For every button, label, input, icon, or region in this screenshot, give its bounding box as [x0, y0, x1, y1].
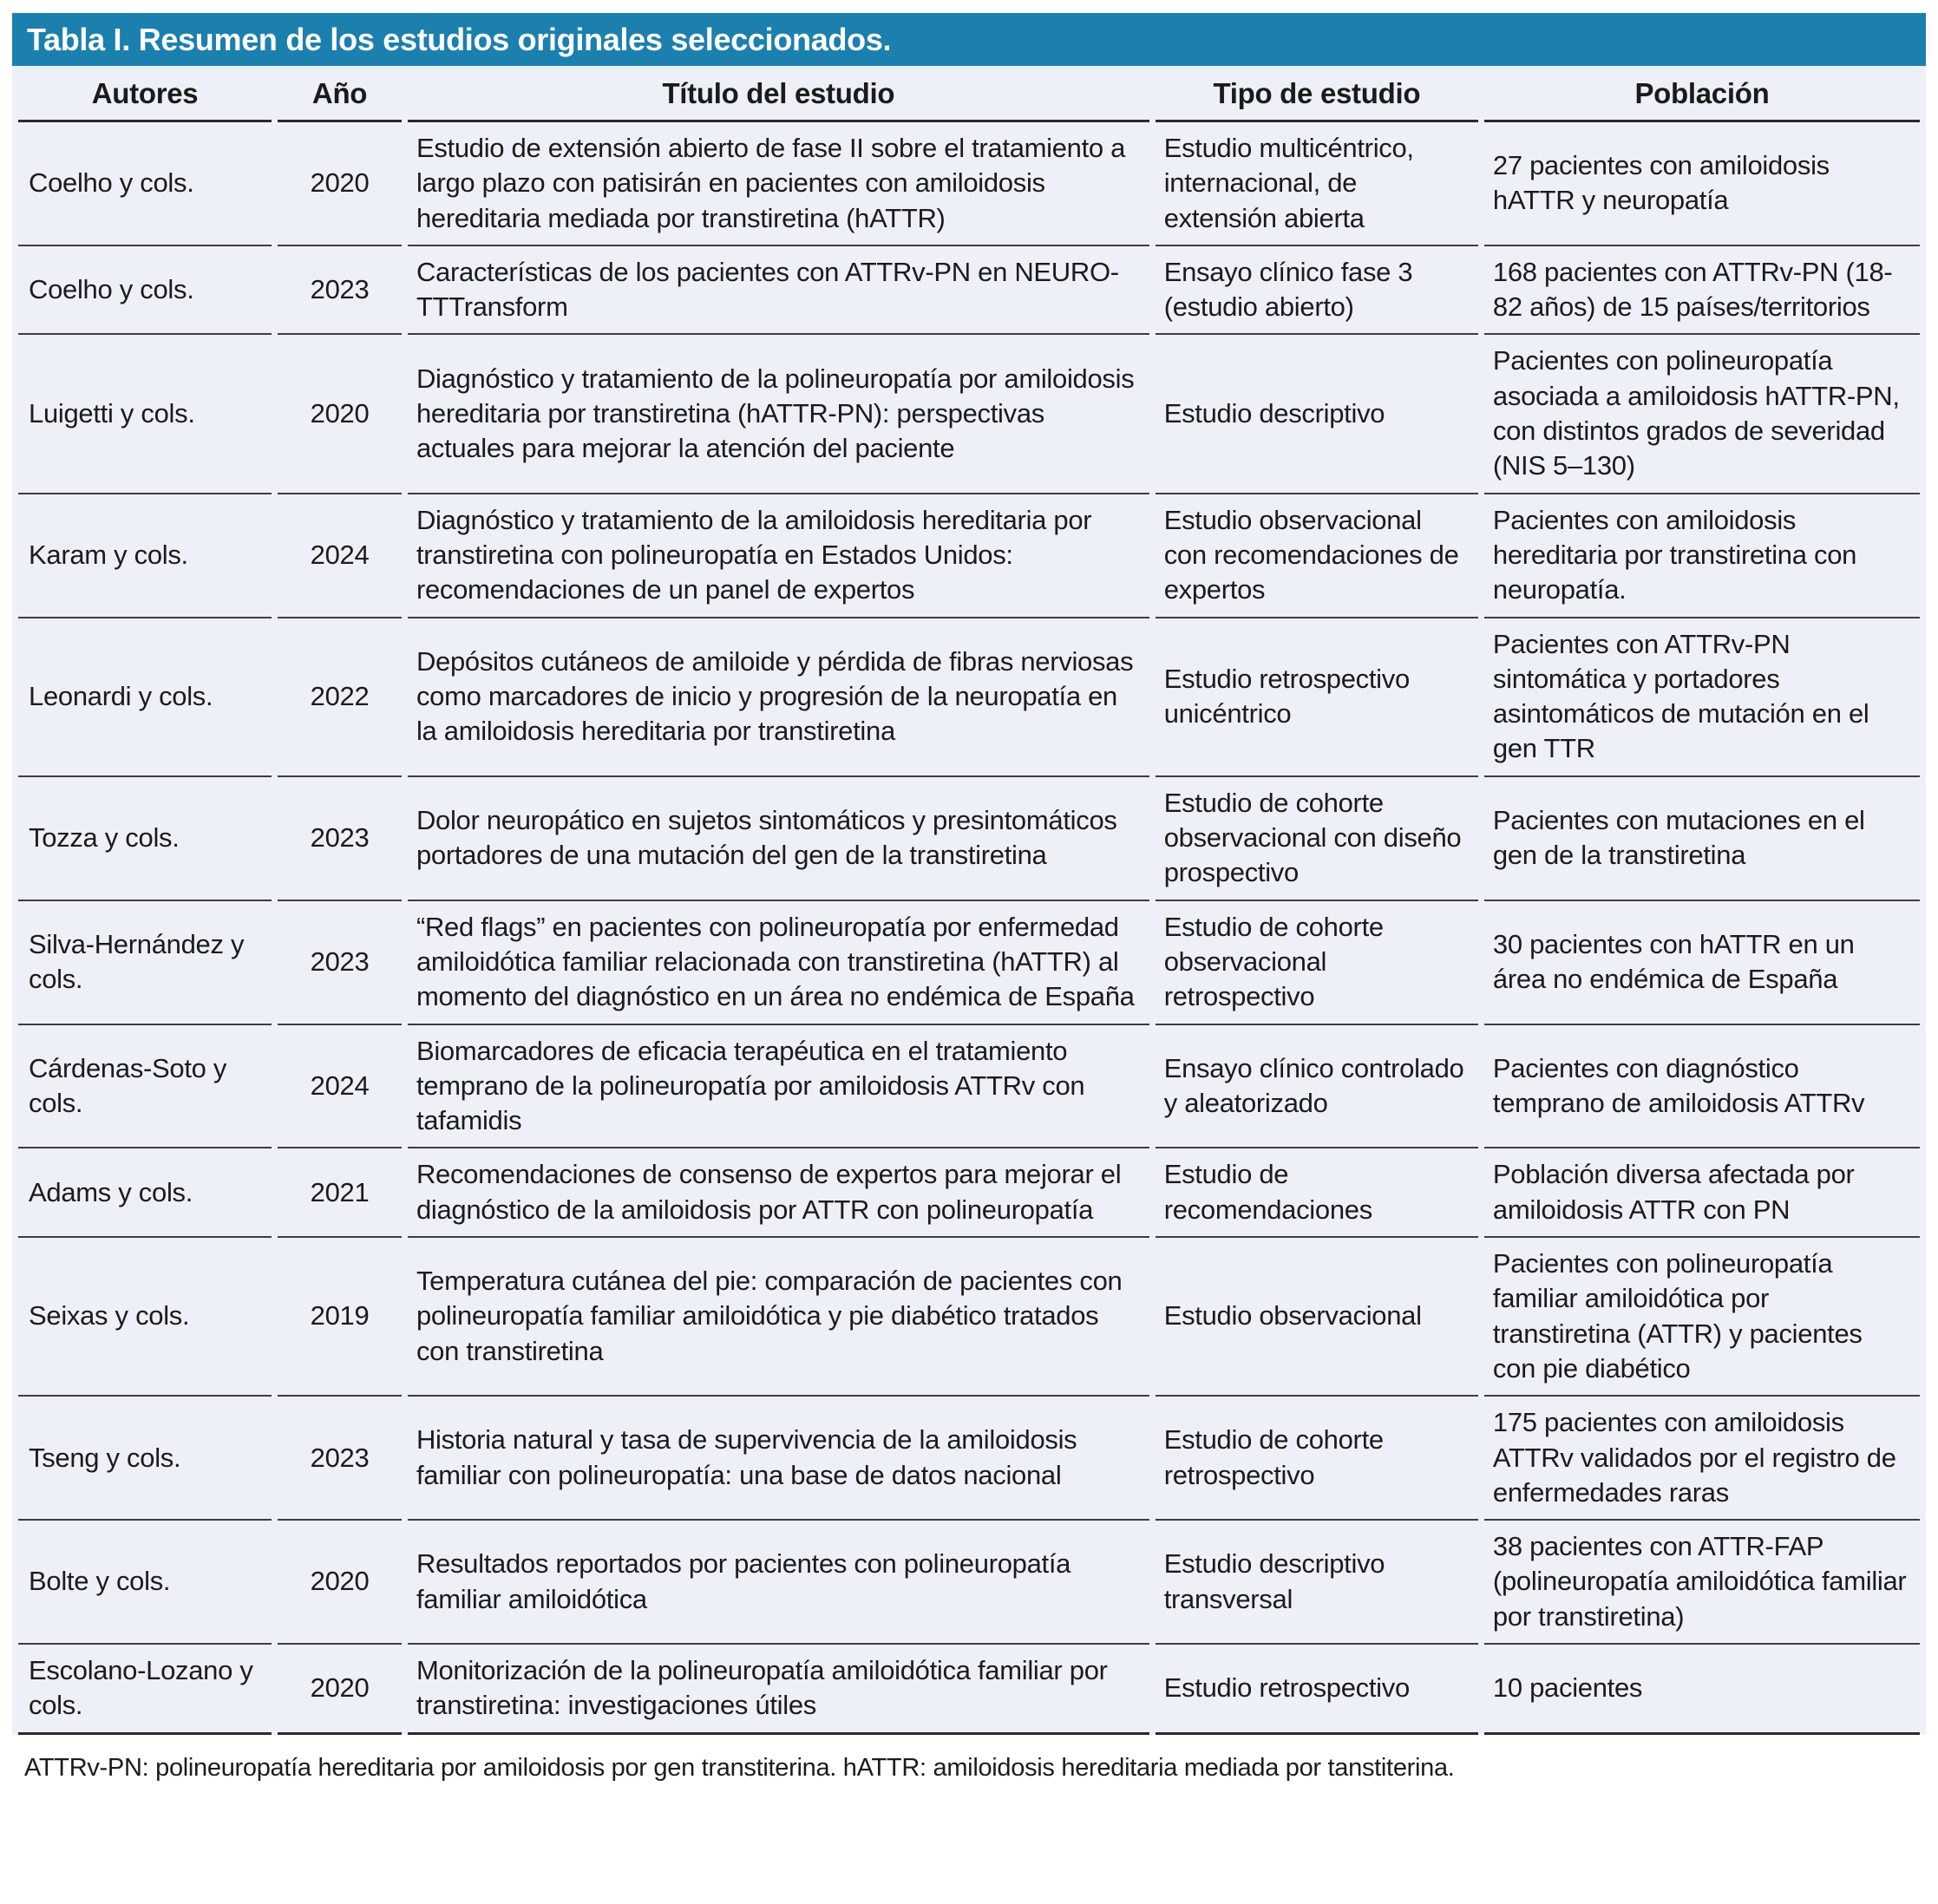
column-header-titulo: Título del estudio — [408, 66, 1149, 122]
cell-titulo: Recomendaciones de consenso de expertos para mejorar el diagnóstico de la amiloidosis por ATTR con polineuropatía — [408, 1148, 1149, 1238]
table-row — [18, 901, 1920, 1025]
table-row — [18, 1148, 1920, 1238]
cell-ano: 2023 — [278, 1397, 402, 1521]
cell-tipo: Estudio retrospectivo unicéntrico — [1156, 618, 1478, 777]
cell-autores: Bolte y cols. — [18, 1521, 272, 1645]
cell-titulo: Biomarcadores de eficacia terapéutica en el tratamiento temprano de la polineuropatía por amiloidosis ATTRv con tafamidis — [408, 1025, 1149, 1149]
cell-autores: Luigetti y cols. — [18, 335, 272, 494]
table-row — [18, 1238, 1920, 1397]
cell-poblacion: Pacientes con mutaciones en el gen de la transtiretina — [1484, 777, 1920, 901]
cell-titulo: Estudio de extensión abierto de fase II sobre el tratamiento a largo plazo con patisirán en pacientes con amiloidosis hereditaria mediada por transtiretina (hATTR) — [408, 122, 1149, 246]
cell-tipo: Estudio de cohorte observacional con diseño prospectivo — [1156, 777, 1478, 901]
header-row — [18, 66, 1920, 122]
cell-titulo: Resultados reportados por pacientes con polineuropatía familiar amiloidótica — [408, 1521, 1149, 1645]
cell-autores: Karam y cols. — [18, 494, 272, 618]
column-header-tipo: Tipo de estudio — [1156, 66, 1478, 122]
column-header-autores: Autores — [18, 66, 272, 122]
cell-autores: Adams y cols. — [18, 1148, 272, 1238]
table-row — [18, 1521, 1920, 1645]
cell-poblacion: Pacientes con polineuropatía asociada a amiloidosis hATTR-PN, con distintos grados de severidad (NIS 5–130) — [1484, 335, 1920, 494]
cell-ano: 2023 — [278, 777, 402, 901]
cell-autores: Coelho y cols. — [18, 122, 272, 246]
table-title: Tabla I. Resumen de los estudios originales seleccionados. — [12, 13, 1926, 66]
cell-autores: Leonardi y cols. — [18, 618, 272, 777]
cell-poblacion: 27 pacientes con amiloidosis hATTR y neuropatía — [1484, 122, 1920, 246]
cell-tipo: Estudio de cohorte retrospectivo — [1156, 1397, 1478, 1521]
cell-tipo: Estudio multicéntrico, internacional, de extensión abierta — [1156, 122, 1478, 246]
column-header-ano: Año — [278, 66, 402, 122]
table-row — [18, 1645, 1920, 1735]
cell-tipo: Estudio descriptivo transversal — [1156, 1521, 1478, 1645]
cell-ano: 2024 — [278, 494, 402, 618]
cell-ano: 2021 — [278, 1148, 402, 1238]
cell-autores: Seixas y cols. — [18, 1238, 272, 1397]
cell-titulo: Características de los pacientes con ATTRv-PN en NEURO-TTTransform — [408, 246, 1149, 336]
studies-table — [12, 66, 1926, 1735]
cell-poblacion: 10 pacientes — [1484, 1645, 1920, 1735]
cell-tipo: Ensayo clínico fase 3 (estudio abierto) — [1156, 246, 1478, 336]
cell-titulo: “Red flags” en pacientes con polineuropatía por enfermedad amiloidótica familiar relacionada con transtiretina (hATTR) al momento del diagnóstico en un área no endémica de España — [408, 901, 1149, 1025]
cell-titulo: Monitorización de la polineuropatía amiloidótica familiar por transtiretina: investigaciones útiles — [408, 1645, 1149, 1735]
cell-ano: 2020 — [278, 1645, 402, 1735]
cell-ano: 2023 — [278, 901, 402, 1025]
table-row — [18, 122, 1920, 246]
cell-tipo: Estudio de recomendaciones — [1156, 1148, 1478, 1238]
column-header-poblacion: Población — [1484, 66, 1920, 122]
cell-ano: 2019 — [278, 1238, 402, 1397]
cell-autores: Silva-Hernández y cols. — [18, 901, 272, 1025]
cell-ano: 2020 — [278, 122, 402, 246]
cell-ano: 2020 — [278, 335, 402, 494]
cell-ano: 2020 — [278, 1521, 402, 1645]
cell-autores: Coelho y cols. — [18, 246, 272, 336]
cell-poblacion: 38 pacientes con ATTR-FAP (polineuropatía amiloidótica familiar por transtiretina) — [1484, 1521, 1920, 1645]
table-body — [18, 122, 1920, 1735]
cell-ano: 2024 — [278, 1025, 402, 1149]
cell-titulo: Depósitos cutáneos de amiloide y pérdida de fibras nerviosas como marcadores de inicio y progresión de la neuropatía en la amiloidosis hereditaria por transtiretina — [408, 618, 1149, 777]
cell-titulo: Historia natural y tasa de supervivencia de la amiloidosis familiar con polineuropatía: una base de datos nacional — [408, 1397, 1149, 1521]
cell-poblacion: 168 pacientes con ATTRv-PN (18-82 años) de 15 países/territorios — [1484, 246, 1920, 336]
table-row — [18, 1397, 1920, 1521]
cell-autores: Cárdenas-Soto y cols. — [18, 1025, 272, 1149]
cell-poblacion: 175 pacientes con amiloidosis ATTRv validados por el registro de enfermedades raras — [1484, 1397, 1920, 1521]
table-row — [18, 777, 1920, 901]
cell-tipo: Estudio observacional — [1156, 1238, 1478, 1397]
cell-poblacion: Pacientes con polineuropatía familiar amiloidótica por transtiretina (ATTR) y pacientes con pie diabético — [1484, 1238, 1920, 1397]
cell-poblacion: Pacientes con ATTRv-PN sintomática y portadores asintomáticos de mutación en el gen TTR — [1484, 618, 1920, 777]
table-row — [18, 1025, 1920, 1149]
cell-tipo: Estudio de cohorte observacional retrospectivo — [1156, 901, 1478, 1025]
cell-ano: 2022 — [278, 618, 402, 777]
cell-poblacion: 30 pacientes con hATTR en un área no endémica de España — [1484, 901, 1920, 1025]
cell-autores: Tseng y cols. — [18, 1397, 272, 1521]
table-row — [18, 618, 1920, 777]
cell-poblacion: Pacientes con diagnóstico temprano de amiloidosis ATTRv — [1484, 1025, 1920, 1149]
table-row — [18, 335, 1920, 494]
cell-tipo: Estudio observacional con recomendaciones de expertos — [1156, 494, 1478, 618]
cell-tipo: Estudio descriptivo — [1156, 335, 1478, 494]
cell-titulo: Diagnóstico y tratamiento de la amiloidosis hereditaria por transtiretina con polineuropatía en Estados Unidos: recomendaciones de un panel de expertos — [408, 494, 1149, 618]
table-row — [18, 494, 1920, 618]
table-row — [18, 246, 1920, 336]
cell-poblacion: Pacientes con amiloidosis hereditaria por transtiretina con neuropatía. — [1484, 494, 1920, 618]
cell-ano: 2023 — [278, 246, 402, 336]
table-footnote: ATTRv-PN: polineuropatía hereditaria por amiloidosis por gen transtiterina. hATTR: amiloidosis hereditaria mediada por tanstiterina. — [24, 1753, 1455, 1782]
cell-titulo: Dolor neuropático en sujetos sintomáticos y presintomáticos portadores de una mutación del gen de la transtiretina — [408, 777, 1149, 901]
cell-titulo: Diagnóstico y tratamiento de la polineuropatía por amiloidosis hereditaria por transtiretina (hATTR-PN): perspectivas actuales para mejorar la atención del paciente — [408, 335, 1149, 494]
study-summary-table — [12, 13, 1926, 1783]
cell-autores: Escolano-Lozano y cols. — [18, 1645, 272, 1735]
cell-autores: Tozza y cols. — [18, 777, 272, 901]
cell-poblacion: Población diversa afectada por amiloidosis ATTR con PN — [1484, 1148, 1920, 1238]
cell-titulo: Temperatura cutánea del pie: comparación de pacientes con polineuropatía familiar amiloidótica y pie diabético tratados con transtiretina — [408, 1238, 1149, 1397]
cell-tipo: Ensayo clínico controlado y aleatorizado — [1156, 1025, 1478, 1149]
cell-tipo: Estudio retrospectivo — [1156, 1645, 1478, 1735]
